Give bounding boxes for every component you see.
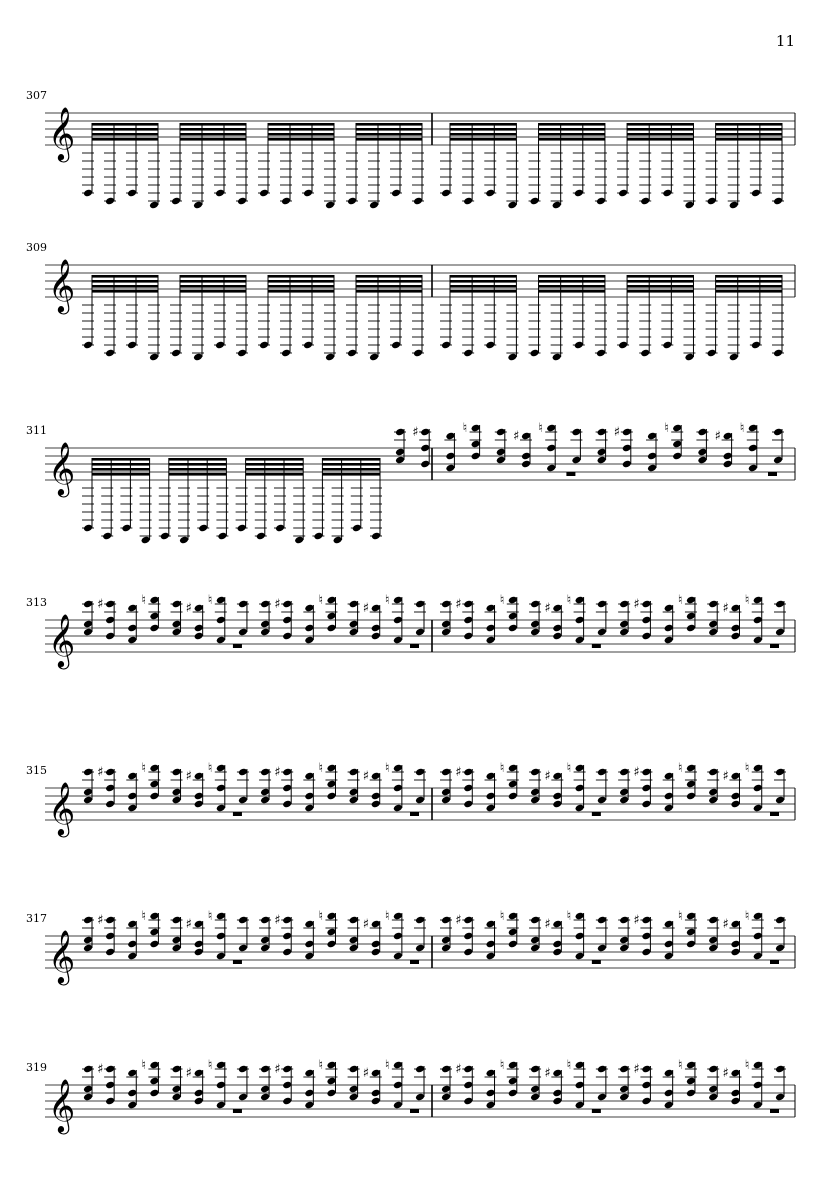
beam xyxy=(180,280,246,283)
sharp-accidental: ♯ xyxy=(633,1062,640,1077)
sharp-accidental: ♯ xyxy=(185,601,192,616)
half-rest xyxy=(233,1109,242,1113)
measure-number: 315 xyxy=(26,764,47,777)
natural-accidental: ♮ xyxy=(141,761,147,776)
half-rest xyxy=(410,644,419,648)
measure-number: 317 xyxy=(26,912,47,925)
beam xyxy=(268,128,334,131)
sharp-accidental: ♯ xyxy=(722,769,729,784)
sharp-accidental: ♯ xyxy=(185,917,192,932)
beam xyxy=(322,468,380,471)
half-rest xyxy=(770,1109,779,1113)
treble-clef-icon: 𝄞 xyxy=(48,1078,76,1132)
measure-number: 309 xyxy=(26,241,47,254)
natural-accidental: ♮ xyxy=(207,761,213,776)
beam xyxy=(627,280,693,283)
sharp-accidental: ♯ xyxy=(544,1066,551,1081)
beam xyxy=(92,463,150,466)
beam xyxy=(92,458,150,461)
sharp-accidental: ♯ xyxy=(362,601,370,616)
natural-accidental: ♮ xyxy=(744,761,750,776)
beam xyxy=(268,133,334,136)
beam xyxy=(356,133,422,136)
beam xyxy=(716,285,782,288)
natural-accidental: ♮ xyxy=(207,909,213,924)
beam xyxy=(716,128,782,131)
natural-accidental: ♮ xyxy=(664,421,669,436)
natural-accidental: ♮ xyxy=(384,1058,390,1073)
sharp-accidental: ♯ xyxy=(544,917,551,932)
natural-accidental: ♮ xyxy=(744,909,750,924)
natural-accidental: ♮ xyxy=(318,1058,324,1073)
natural-accidental: ♮ xyxy=(744,1058,750,1073)
sharp-accidental: ♯ xyxy=(455,597,462,612)
sharp-accidental: ♯ xyxy=(274,913,281,928)
beam xyxy=(92,468,150,471)
natural-accidental: ♮ xyxy=(384,909,390,924)
natural-accidental: ♮ xyxy=(566,1058,572,1073)
beam xyxy=(627,138,693,141)
beam xyxy=(92,280,158,283)
natural-accidental: ♮ xyxy=(566,909,572,924)
beam xyxy=(356,138,422,141)
beam xyxy=(356,123,422,126)
beam xyxy=(627,290,693,293)
half-rest xyxy=(770,960,779,964)
treble-clef-icon: 𝄞 xyxy=(48,441,76,495)
beam xyxy=(322,463,380,466)
sharp-accidental: ♯ xyxy=(455,913,462,928)
beam xyxy=(268,285,334,288)
beam xyxy=(539,128,605,131)
half-rest xyxy=(410,960,419,964)
beam xyxy=(627,123,693,126)
natural-accidental: ♮ xyxy=(677,1058,683,1073)
sharp-accidental: ♯ xyxy=(544,601,551,616)
beam xyxy=(716,133,782,136)
treble-clef-icon: 𝄞 xyxy=(48,781,76,835)
sharp-accidental: ♯ xyxy=(633,597,640,612)
sharp-accidental: ♯ xyxy=(412,425,419,440)
sharp-accidental: ♯ xyxy=(97,597,104,612)
sharp-accidental: ♯ xyxy=(722,601,729,616)
beam xyxy=(356,285,422,288)
beam xyxy=(246,473,304,476)
beam xyxy=(539,285,605,288)
natural-accidental: ♮ xyxy=(318,909,324,924)
beam xyxy=(268,290,334,293)
half-rest xyxy=(410,812,419,816)
treble-clef-icon: 𝄞 xyxy=(48,106,76,160)
beam xyxy=(180,133,246,136)
half-rest xyxy=(592,644,601,648)
sharp-accidental: ♯ xyxy=(97,913,104,928)
sharp-accidental: ♯ xyxy=(97,1062,104,1077)
treble-clef-icon: 𝄞 xyxy=(48,929,76,983)
beam xyxy=(539,138,605,141)
beam xyxy=(539,280,605,283)
sharp-accidental: ♯ xyxy=(633,913,640,928)
beam xyxy=(539,123,605,126)
natural-accidental: ♮ xyxy=(141,593,147,608)
beam xyxy=(716,275,782,278)
half-rest xyxy=(566,472,575,476)
beam xyxy=(92,290,158,293)
beam xyxy=(268,280,334,283)
beam xyxy=(356,128,422,131)
beam xyxy=(246,468,304,471)
natural-accidental: ♮ xyxy=(384,593,390,608)
beam xyxy=(716,138,782,141)
sharp-accidental: ♯ xyxy=(722,917,729,932)
natural-accidental: ♮ xyxy=(207,1058,213,1073)
sharp-accidental: ♯ xyxy=(97,765,104,780)
sharp-accidental: ♯ xyxy=(714,429,721,444)
beam xyxy=(180,285,246,288)
beam xyxy=(322,458,380,461)
half-rest xyxy=(233,644,242,648)
beam xyxy=(92,123,158,126)
measure-number: 311 xyxy=(26,424,47,437)
beam xyxy=(268,123,334,126)
natural-accidental: ♮ xyxy=(677,909,683,924)
beam xyxy=(169,473,227,476)
beam xyxy=(180,138,246,141)
beam xyxy=(246,463,304,466)
beam xyxy=(92,128,158,131)
natural-accidental: ♮ xyxy=(739,421,745,436)
sharp-accidental: ♯ xyxy=(362,1066,370,1081)
beam xyxy=(716,123,782,126)
half-rest xyxy=(410,1109,419,1113)
sharp-accidental: ♯ xyxy=(722,1066,729,1081)
natural-accidental: ♮ xyxy=(566,761,572,776)
sharp-accidental: ♯ xyxy=(274,1062,281,1077)
beam xyxy=(268,275,334,278)
sharp-accidental: ♯ xyxy=(455,765,462,780)
beam xyxy=(92,138,158,141)
sharp-accidental: ♯ xyxy=(613,425,621,440)
sharp-accidental: ♯ xyxy=(455,1062,462,1077)
beam xyxy=(356,280,422,283)
beam xyxy=(169,468,227,471)
beam xyxy=(450,138,516,141)
natural-accidental: ♮ xyxy=(677,593,683,608)
beam xyxy=(716,290,782,293)
natural-accidental: ♮ xyxy=(538,421,543,436)
beam xyxy=(539,275,605,278)
beam xyxy=(450,133,516,136)
beam xyxy=(450,280,516,283)
beam xyxy=(92,275,158,278)
natural-accidental: ♮ xyxy=(499,909,505,924)
half-rest xyxy=(233,960,242,964)
sharp-accidental: ♯ xyxy=(362,769,370,784)
beam xyxy=(716,280,782,283)
natural-accidental: ♮ xyxy=(141,1058,147,1073)
page-number: 11 xyxy=(775,32,795,50)
half-rest xyxy=(592,960,601,964)
sharp-accidental: ♯ xyxy=(513,429,520,444)
natural-accidental: ♮ xyxy=(744,593,750,608)
beam xyxy=(92,133,158,136)
sharp-accidental: ♯ xyxy=(362,917,370,932)
half-rest xyxy=(592,812,601,816)
sharp-accidental: ♯ xyxy=(185,769,192,784)
beam xyxy=(180,123,246,126)
beam xyxy=(539,290,605,293)
natural-accidental: ♮ xyxy=(384,761,390,776)
half-rest xyxy=(592,1109,601,1113)
sharp-accidental: ♯ xyxy=(274,765,281,780)
beam xyxy=(180,275,246,278)
beam xyxy=(356,275,422,278)
half-rest xyxy=(233,812,242,816)
natural-accidental: ♮ xyxy=(566,593,572,608)
sharp-accidental: ♯ xyxy=(274,597,281,612)
beam xyxy=(180,128,246,131)
beam xyxy=(450,123,516,126)
natural-accidental: ♮ xyxy=(499,593,505,608)
natural-accidental: ♮ xyxy=(499,761,505,776)
beam xyxy=(268,138,334,141)
beam xyxy=(169,458,227,461)
beam xyxy=(627,285,693,288)
beam xyxy=(180,290,246,293)
half-rest xyxy=(770,812,779,816)
sharp-accidental: ♯ xyxy=(544,769,551,784)
half-rest xyxy=(768,472,777,476)
beam xyxy=(92,285,158,288)
natural-accidental: ♮ xyxy=(462,421,468,436)
beam xyxy=(627,275,693,278)
treble-clef-icon: 𝄞 xyxy=(48,258,76,312)
half-rest xyxy=(770,644,779,648)
measure-number: 313 xyxy=(26,596,47,609)
beam xyxy=(539,133,605,136)
beam xyxy=(246,458,304,461)
natural-accidental: ♮ xyxy=(318,761,324,776)
beam xyxy=(169,463,227,466)
beam xyxy=(322,473,380,476)
measure-number: 319 xyxy=(26,1061,47,1074)
sharp-accidental: ♯ xyxy=(633,765,640,780)
natural-accidental: ♮ xyxy=(499,1058,505,1073)
sharp-accidental: ♯ xyxy=(185,1066,192,1081)
measure-number: 307 xyxy=(26,89,47,102)
beam xyxy=(450,285,516,288)
beam xyxy=(450,275,516,278)
natural-accidental: ♮ xyxy=(207,593,213,608)
beam xyxy=(627,133,693,136)
natural-accidental: ♮ xyxy=(677,761,683,776)
beam xyxy=(450,290,516,293)
beam xyxy=(356,290,422,293)
beam xyxy=(92,473,150,476)
natural-accidental: ♮ xyxy=(141,909,147,924)
beam xyxy=(450,128,516,131)
treble-clef-icon: 𝄞 xyxy=(48,613,76,667)
natural-accidental: ♮ xyxy=(318,593,324,608)
beam xyxy=(627,128,693,131)
